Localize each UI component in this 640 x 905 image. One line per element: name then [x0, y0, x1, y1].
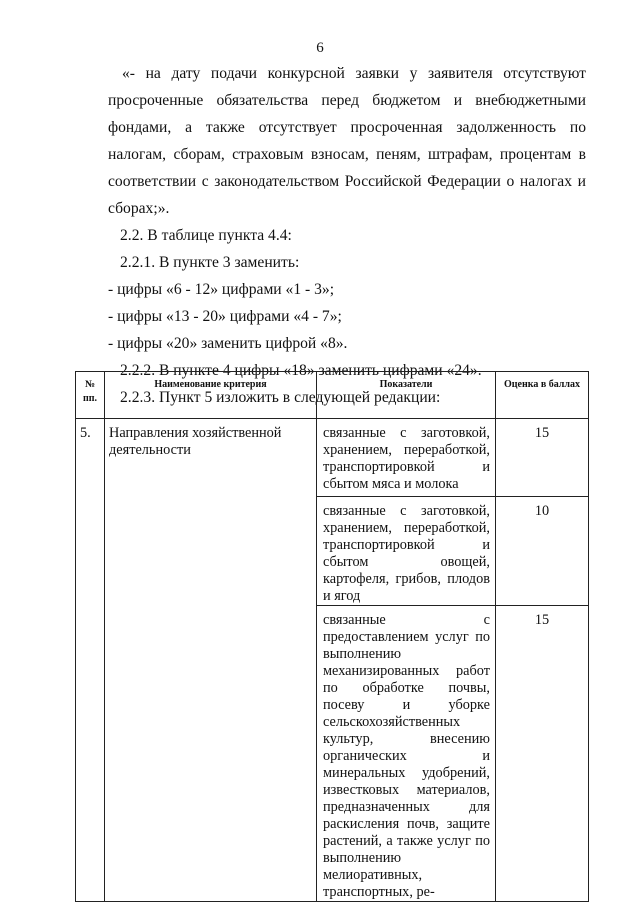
- paragraph-2-2: 2.2. В таблице пункта 4.4:: [120, 227, 292, 244]
- list-item: - цифры «6 - 12» цифрами «1 - 3»;: [108, 281, 335, 298]
- indicator-cell: связанные с предоставлением услуг по выполнению механизированных работ по обработке почвы, посеву и уборке сельскохозяйственных культур, внесению органических и минеральных удобрений, известковых материалов, предназначенных для раскисления почв, защите растений, а также услуг по выполнению мелиоративных, транспортных, ре-: [317, 606, 496, 902]
- header-num: № пп.: [76, 372, 105, 419]
- list-item: - цифры «13 - 20» цифрами «4 - 7»;: [108, 308, 342, 325]
- row-number: 5.: [76, 419, 105, 902]
- list-item: - цифры «20» заменить цифрой «8».: [108, 335, 348, 352]
- paragraph-requirements: «- на дату подачи конкурсной заявки у заявителя отсутствуют просроченные обязательства перед бюджетом и внебюджетными фондами, а также отсутствует просроченная задолженность по налогам, сборам, страховым взносам, пеням, штрафам, процентам в соответствии с законодательством Российской Федерации о налогах и сборах;».: [108, 65, 586, 217]
- header-indicators: Показатели: [317, 372, 496, 419]
- header-criterion: Наименование критерия: [105, 372, 317, 419]
- paragraph-2-2-3: 2.2.3. Пункт 5 изложить в следующей редакции:: [120, 389, 441, 406]
- table-row: [76, 419, 589, 497]
- indicator-cell: связанные с заготовкой, хранением, переработкой, транспортировкой и сбытом мяса и молока: [317, 419, 496, 497]
- paragraph-2-2-1: 2.2.1. В пункте 3 заменить:: [120, 254, 300, 271]
- criterion-name: Направления хозяйственной деятельности: [105, 419, 317, 902]
- score-cell: 10: [496, 497, 589, 606]
- paragraph-2-2-2: 2.2.2. В пункте 4 цифры «18» заменить цифрами «24».: [120, 362, 482, 379]
- indicator-cell: связанные с заготовкой, хранением, переработкой, транспортировкой и сбытом овощей, картофеля, грибов, плодов и ягод: [317, 497, 496, 606]
- header-score: Оценка в баллах: [496, 372, 589, 419]
- score-cell: 15: [496, 606, 589, 902]
- table-header-row: [76, 372, 589, 419]
- score-cell: 15: [496, 419, 589, 497]
- page-number: 6: [316, 40, 324, 56]
- document-body: [108, 60, 586, 411]
- criteria-table: [75, 371, 589, 902]
